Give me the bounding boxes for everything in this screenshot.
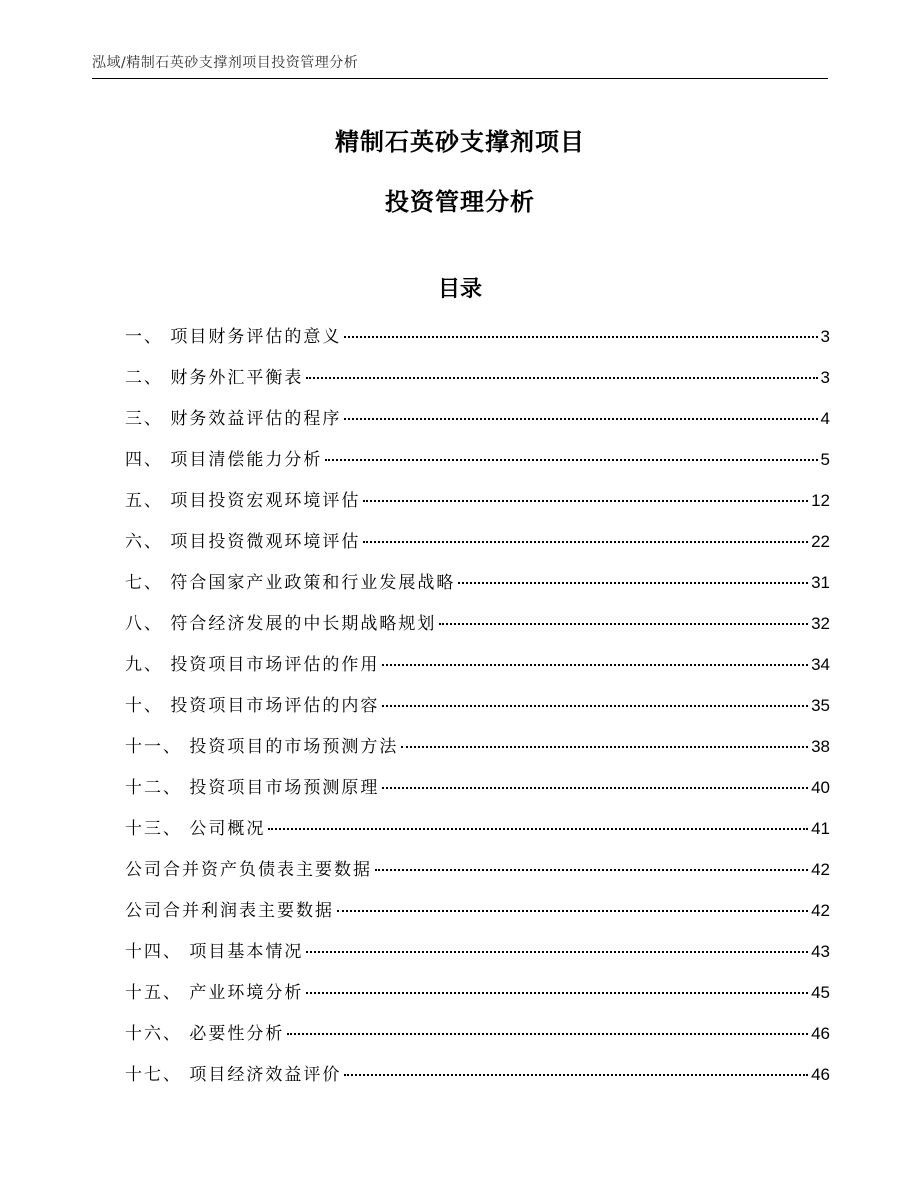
toc-entry[interactable] [125,1019,830,1060]
toc-leader-dots [306,951,808,953]
toc-entry-page: 46 [811,1024,830,1043]
toc-entry[interactable] [125,691,830,732]
toc-leader-dots [363,541,808,543]
toc-heading: 目录 [437,277,482,302]
toc-leader-dots [344,1074,808,1076]
toc-entry[interactable] [125,978,830,1019]
toc-leader-dots [287,1033,808,1035]
toc-entry-page: 3 [820,327,830,346]
toc-entry-label: 十三、 公司概况 [125,819,266,839]
toc-leader-dots [363,500,808,502]
toc-leader-dots [344,418,817,420]
toc-entry[interactable] [125,896,830,937]
toc-entry-label: 九、 投资项目市场评估的作用 [125,655,380,675]
toc-entry[interactable] [125,732,830,773]
toc-entry[interactable] [125,937,830,978]
toc-entry-label: 三、 财务效益评估的程序 [125,409,342,429]
toc-entry-page: 31 [811,573,830,592]
toc-entry[interactable] [125,363,830,404]
toc-entry[interactable] [125,527,830,568]
toc-entry[interactable] [125,773,830,814]
toc-entry-label: 十、 投资项目市场评估的内容 [125,696,380,716]
toc-entry-label: 一、 项目财务评估的意义 [125,327,342,347]
running-header: 泓域/精制石英砂支撑剂项目投资管理分析 [92,55,359,71]
toc-entry[interactable] [125,855,830,896]
toc-entry-label: 公司合并资产负债表主要数据 [125,860,372,880]
toc-leader-dots [268,828,808,830]
toc-entry-label: 十二、 投资项目市场预测原理 [125,778,380,798]
toc-entry-page: 12 [811,491,830,510]
toc-entry-page: 22 [811,532,830,551]
toc-entry[interactable] [125,1060,830,1101]
toc-entry-page: 3 [820,368,830,387]
toc-entry-page: 43 [811,942,830,961]
toc-entry[interactable] [125,650,830,691]
toc-entry-label: 十一、 投资项目的市场预测方法 [125,737,399,757]
toc-leader-dots [306,992,808,994]
toc-entry[interactable] [125,609,830,650]
toc-leader-dots [382,664,808,666]
toc-entry-label: 二、 财务外汇平衡表 [125,368,304,388]
toc-entry-label: 五、 项目投资宏观环境评估 [125,491,361,511]
toc-entry-label: 八、 符合经济发展的中长期战略规划 [125,614,437,634]
toc-entry-page: 42 [811,860,830,879]
toc-entry-label: 十四、 项目基本情况 [125,942,304,962]
toc-entry[interactable] [125,445,830,486]
toc-entry-label: 七、 符合国家产业政策和行业发展战略 [125,573,456,593]
toc-entry-label: 十六、 必要性分析 [125,1024,285,1044]
toc-entry-page: 5 [820,450,830,469]
toc-leader-dots [375,869,808,871]
toc-entry[interactable] [125,322,830,363]
document-title-line-1: 精制石英砂支撑剂项目 [335,128,585,156]
toc-entry-page: 38 [811,737,830,756]
toc-leader-dots [401,746,808,748]
toc-entry-page: 41 [811,819,830,838]
toc-entry-page: 45 [811,983,830,1002]
table-of-contents [125,322,830,1101]
toc-leader-dots [337,910,808,912]
toc-entry-page: 32 [811,614,830,633]
toc-entry-label: 十七、 项目经济效益评价 [125,1065,342,1085]
toc-entry-page: 40 [811,778,830,797]
toc-leader-dots [382,787,808,789]
toc-entry-page: 42 [811,901,830,920]
toc-leader-dots [382,705,808,707]
toc-entry-page: 46 [811,1065,830,1084]
header-divider [92,78,828,79]
toc-entry[interactable] [125,568,830,609]
toc-leader-dots [344,336,817,338]
toc-entry-page: 35 [811,696,830,715]
toc-leader-dots [458,582,808,584]
toc-entry-label: 十五、 产业环境分析 [125,983,304,1003]
toc-entry-page: 34 [811,655,830,674]
toc-entry-label: 六、 项目投资微观环境评估 [125,532,361,552]
toc-entry[interactable] [125,404,830,445]
toc-entry-page: 4 [820,409,830,428]
toc-entry-label: 公司合并利润表主要数据 [125,901,334,921]
toc-entry[interactable] [125,486,830,527]
toc-leader-dots [439,623,808,625]
document-title-line-2: 投资管理分析 [385,188,535,216]
toc-entry[interactable] [125,814,830,855]
toc-leader-dots [325,459,817,461]
toc-entry-label: 四、 项目清偿能力分析 [125,450,323,470]
toc-leader-dots [306,377,817,379]
